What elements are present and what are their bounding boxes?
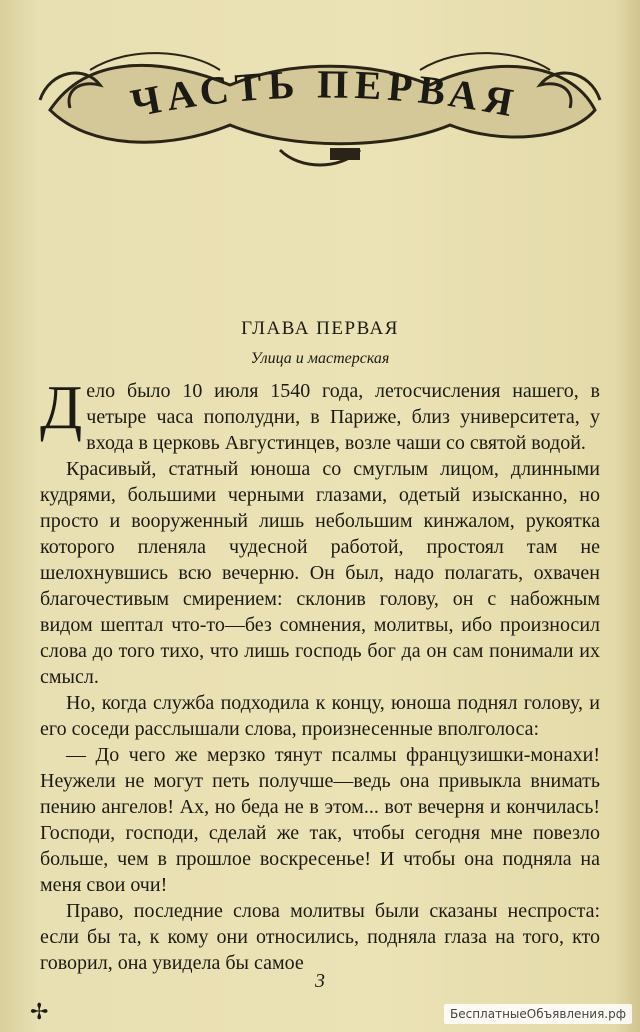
paragraph-3: Но, когда служба подходила к концу, юноша поднял голову, и его соседи расслышали слова, произнесенные вполголоса:	[40, 692, 600, 740]
page-number: 3	[315, 970, 325, 992]
watermark: БесплатныеОбъявления.рф	[444, 1004, 632, 1024]
paragraph-4: — До чего же мерзко тянут псалмы французишки-монахи! Неужели не могут петь получше—ведь она привыкла внимать пению ангелов! Ах, но беда не в этом... вот вечерня и кончилась! Господи, господи, сделай же так, чтобы сегодня мне повезло больше, чем в прошлое воскресенье! И чтобы она подняла на меня свои очи!	[40, 744, 600, 896]
chapter-subtitle: Улица и мастерская	[250, 350, 390, 367]
paragraph-1-text: ело было 10 июля 1540 года, летосчисления нашего, в четыре часа пополудни, в Париже, близ университета, у входа в церковь Августинцев, возле чаши со святой водой.	[86, 380, 600, 454]
paragraph-5: Право, последние слова молитвы были сказаны неспроста: если бы та, к кому они относились, подняла глаза на того, кто говорил, она увидела бы самое	[40, 900, 600, 974]
chapter-title: ГЛАВА ПЕРВАЯ	[241, 318, 399, 339]
body-text	[40, 374, 600, 976]
part-title: ЧАСТЬ ПЕРВАЯ	[127, 61, 523, 127]
printer-mark-icon: ✢	[30, 1000, 49, 1025]
ornament-scroll-icon	[30, 30, 610, 180]
paragraph-2: Красивый, статный юноша со смуглым лицом, длинными кудрями, большими черными глазами, одетый изысканно, но просто и вооруженный лишь небольшим кинжалом, рукоятка которого пленяла чудесной работой, простоял там не шелохнувшись всю вечерню. Он был, надо полагать, охвачен благочестивым смирением: склонив голову, он с набожным видом шептал что-то—без сомнения, молитвы, ибо произносил слова до того тихо, что лишь господь бог да он сам понимали их смысл.	[40, 458, 600, 688]
drop-cap: Д	[40, 374, 83, 442]
paragraph-1	[40, 374, 600, 456]
decorative-banner	[30, 30, 610, 180]
